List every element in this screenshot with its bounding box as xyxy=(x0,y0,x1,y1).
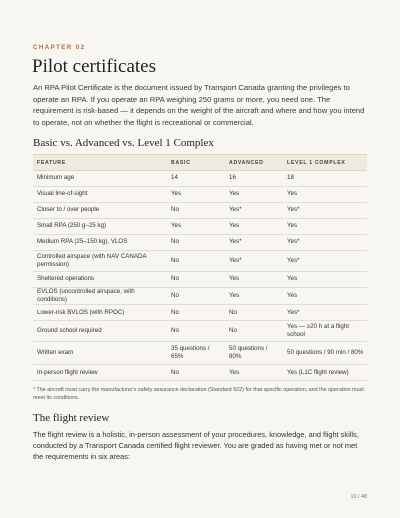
comparison-heading: Basic vs. Advanced vs. Level 1 Complex xyxy=(33,137,214,149)
cell-advanced: Yes* xyxy=(225,203,283,219)
cell-basic: Yes xyxy=(167,187,225,203)
cell-level1: Yes* xyxy=(283,235,367,251)
cell-basic: No xyxy=(167,321,225,342)
cell-basic: Yes xyxy=(167,219,225,235)
cell-level1: Yes (L1C flight review) xyxy=(283,365,367,381)
cell-advanced: No xyxy=(225,321,283,342)
cell-feature: Sheltered operations xyxy=(33,272,167,288)
cell-level1: Yes xyxy=(283,187,367,203)
cell-feature: Written exam xyxy=(33,342,167,365)
cell-advanced: Yes* xyxy=(225,235,283,251)
table-row xyxy=(33,305,367,321)
page-number: 10 / 48 xyxy=(350,494,367,500)
cell-feature: Medium RPA (25–150 kg), VLOS xyxy=(33,235,167,251)
cell-level1: Yes xyxy=(283,288,367,305)
cell-feature: EVLOS (uncontrolled airspace, with conditions) xyxy=(33,288,167,305)
cell-level1: Yes — ≥20 h at a flight school xyxy=(283,321,367,342)
cell-feature: In-person flight review xyxy=(33,365,167,381)
cell-advanced: 16 xyxy=(225,171,283,187)
cell-advanced: Yes xyxy=(225,272,283,288)
cell-advanced: No xyxy=(225,305,283,321)
cell-level1: Yes* xyxy=(283,251,367,272)
intro-paragraph: An RPA Pilot Certificate is the document issued by Transport Canada granting the privileges to operate an RPA. If you operate an RPA weighing 250 grams or more, you need one. The requirement is risk-based — it depends on the weight of the aircraft and where and how you intend to operate, not on whether the flight is recreational or commercial. xyxy=(33,83,365,127)
cell-feature: Ground school required xyxy=(33,321,167,342)
cell-feature: Closer to / over people xyxy=(33,203,167,219)
cell-basic: 35 questions / 65% xyxy=(167,342,225,365)
table-row xyxy=(33,251,367,272)
cell-advanced: Yes xyxy=(225,365,283,381)
chapter-label: CHAPTER 02 xyxy=(33,44,86,51)
cell-advanced: Yes xyxy=(225,219,283,235)
review-heading: The flight review xyxy=(33,412,110,424)
cell-basic: No xyxy=(167,288,225,305)
cell-feature: Small RPA (250 g–25 kg) xyxy=(33,219,167,235)
table-row xyxy=(33,219,367,235)
table-row xyxy=(33,203,367,219)
review-paragraph: The flight review is a holistic, in-person assessment of your procedures, knowledge, and flight skills, conducted by a Transport Canada certified flight reviewer. You are graded as having met or not met the requirements in six areas: xyxy=(33,430,359,461)
cell-level1: Yes xyxy=(283,272,367,288)
table-row xyxy=(33,288,367,305)
cell-level1: Yes xyxy=(283,219,367,235)
table-row xyxy=(33,272,367,288)
cell-basic: 14 xyxy=(167,171,225,187)
table-header-row xyxy=(33,155,367,171)
cell-basic: No xyxy=(167,203,225,219)
cell-advanced: Yes* xyxy=(225,251,283,272)
table-row xyxy=(33,321,367,342)
cell-advanced: Yes xyxy=(225,187,283,203)
cell-feature: Lower-risk BVLOS (with RPOC) xyxy=(33,305,167,321)
table-row xyxy=(33,365,367,381)
certificate-comparison-table xyxy=(33,154,367,381)
cell-basic: No xyxy=(167,305,225,321)
cell-advanced: Yes xyxy=(225,288,283,305)
cell-feature: Visual line-of-sight xyxy=(33,187,167,203)
cell-basic: No xyxy=(167,235,225,251)
cell-level1: Yes* xyxy=(283,305,367,321)
cell-feature: Controlled airspace (with NAV CANADA permission) xyxy=(33,251,167,272)
table-row xyxy=(33,342,367,365)
col-header-basic: BASIC xyxy=(167,155,225,171)
table-row xyxy=(33,235,367,251)
cell-advanced: 50 questions / 80% xyxy=(225,342,283,365)
table-row xyxy=(33,187,367,203)
col-header-level1: LEVEL 1 COMPLEX xyxy=(283,155,367,171)
col-header-advanced: ADVANCED xyxy=(225,155,283,171)
cell-basic: No xyxy=(167,251,225,272)
cell-basic: No xyxy=(167,272,225,288)
page-title: Pilot certificates xyxy=(32,56,156,77)
cell-basic: No xyxy=(167,365,225,381)
table-row xyxy=(33,171,367,187)
cell-level1: 50 questions / 90 min / 80% xyxy=(283,342,367,365)
table-footnote: * The aircraft must carry the manufacturer's safety assurance declaration (Standard 922) for that specific operation, and the operation must meet its conditions. xyxy=(33,387,364,401)
cell-feature: Minimum age xyxy=(33,171,167,187)
cell-level1: Yes* xyxy=(283,203,367,219)
col-header-feature: FEATURE xyxy=(33,155,167,171)
cell-level1: 18 xyxy=(283,171,367,187)
